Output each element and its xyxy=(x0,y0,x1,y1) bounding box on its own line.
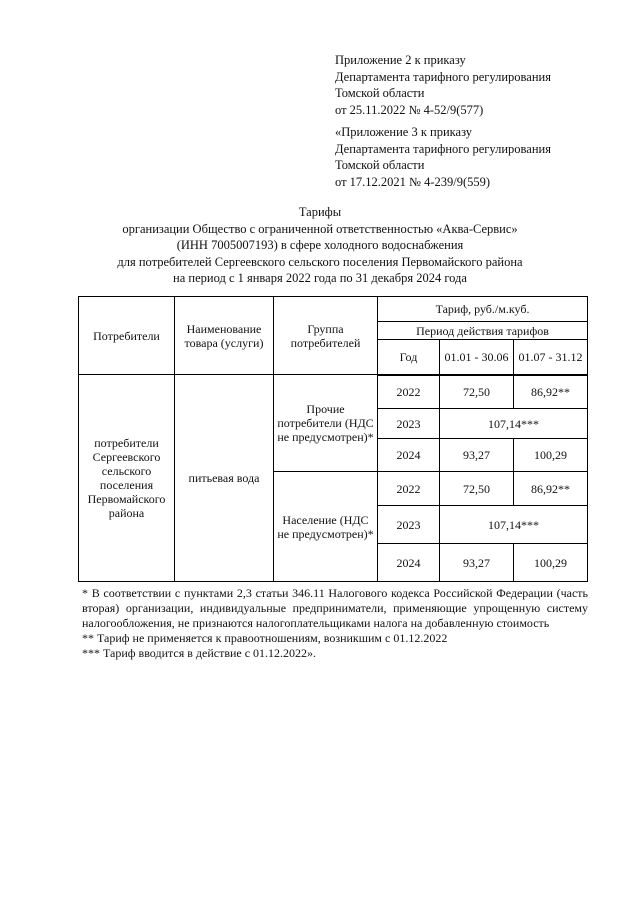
footnotes xyxy=(82,586,588,661)
table-row xyxy=(79,375,588,409)
tariff-cell: 93,27 xyxy=(440,544,514,582)
tariff-cell: 93,27 xyxy=(440,439,514,472)
year-cell: 2023 xyxy=(378,409,440,439)
footnote-vat: * В соответствии с пунктами 2,3 статьи 346.11 Налогового кодекса Российской Федерации (часть вторая) организации, индивидуальные предприниматели, применяющие упрощенную систему налогообложения, не признаются налогоплательщиками налога на добавленную стоимость xyxy=(82,586,588,630)
tariff-cell: 72,50 xyxy=(440,375,514,409)
appendix-reference-original xyxy=(335,124,635,190)
heading-line: на период с 1 января 2022 года по 31 декабря 2024 года xyxy=(173,271,467,285)
tariff-cell: 100,29 xyxy=(514,439,588,472)
appendix-reference-current xyxy=(335,52,635,118)
tariff-cell: 86,92** xyxy=(514,472,588,506)
year-cell: 2022 xyxy=(378,472,440,506)
header-half2: 01.07 - 31.12 xyxy=(514,340,588,375)
year-cell: 2024 xyxy=(378,544,440,582)
heading-line: (ИНН 7005007193) в сфере холодного водоснабжения xyxy=(176,238,464,252)
year-cell: 2024 xyxy=(378,439,440,472)
heading-line: для потребителей Сергеевского сельского поселения Первомайского района xyxy=(117,254,523,269)
tariff-cell: 86,92** xyxy=(514,375,588,409)
group-cell: Прочие потребители (НДС не предусмотрен)* xyxy=(274,375,378,472)
appendix-line: Департамента тарифного регулирования xyxy=(335,69,551,84)
header-half1: 01.01 - 30.06 xyxy=(440,340,514,375)
appendix-line: Томской области xyxy=(335,158,425,172)
header-consumers: Потребители xyxy=(79,297,175,375)
appendix-line: Томской области xyxy=(335,86,425,100)
footnote-double-star: ** Тариф не применяется к правоотношениям, возникшим с 01.12.2022 xyxy=(82,631,448,645)
document-title: Тарифы xyxy=(298,205,342,219)
product-cell: питьевая вода xyxy=(175,375,274,582)
header-product: Наименование товара (услуги) xyxy=(175,297,274,375)
year-cell: 2023 xyxy=(378,506,440,544)
appendix-line: от 17.12.2021 № 4-239/9(559) xyxy=(335,174,491,189)
tariff-cell: 72,50 xyxy=(440,472,514,506)
appendix-line: Департамента тарифного регулирования xyxy=(335,141,551,156)
heading-line: организации Общество с ограниченной ответственностью «Аква-Сервис» xyxy=(122,221,518,236)
tariff-cell-merged: 107,14*** xyxy=(440,409,588,439)
tariffs-table xyxy=(78,296,588,582)
footnote-triple-star: *** Тариф вводится в действие с 01.12.2022». xyxy=(82,646,317,660)
consumer-cell: потребители Сергеевского сельского поселения Первомайского района xyxy=(79,375,175,582)
appendix-line: от 25.11.2022 № 4-52/9(577) xyxy=(335,102,484,117)
header-group: Группа потребителей xyxy=(274,297,378,375)
header-period: Период действия тарифов xyxy=(378,322,588,340)
tariff-cell-merged: 107,14*** xyxy=(440,506,588,544)
year-cell: 2022 xyxy=(378,375,440,409)
header-tariff: Тариф, руб./м.куб. xyxy=(378,297,588,322)
document-heading xyxy=(40,204,600,287)
group-cell: Население (НДС не предусмотрен)* xyxy=(274,472,378,582)
header-year: Год xyxy=(378,340,440,375)
appendix-line: «Приложение 3 к приказу xyxy=(335,125,473,139)
tariff-cell: 100,29 xyxy=(514,544,588,582)
appendix-line: Приложение 2 к приказу xyxy=(335,53,466,67)
